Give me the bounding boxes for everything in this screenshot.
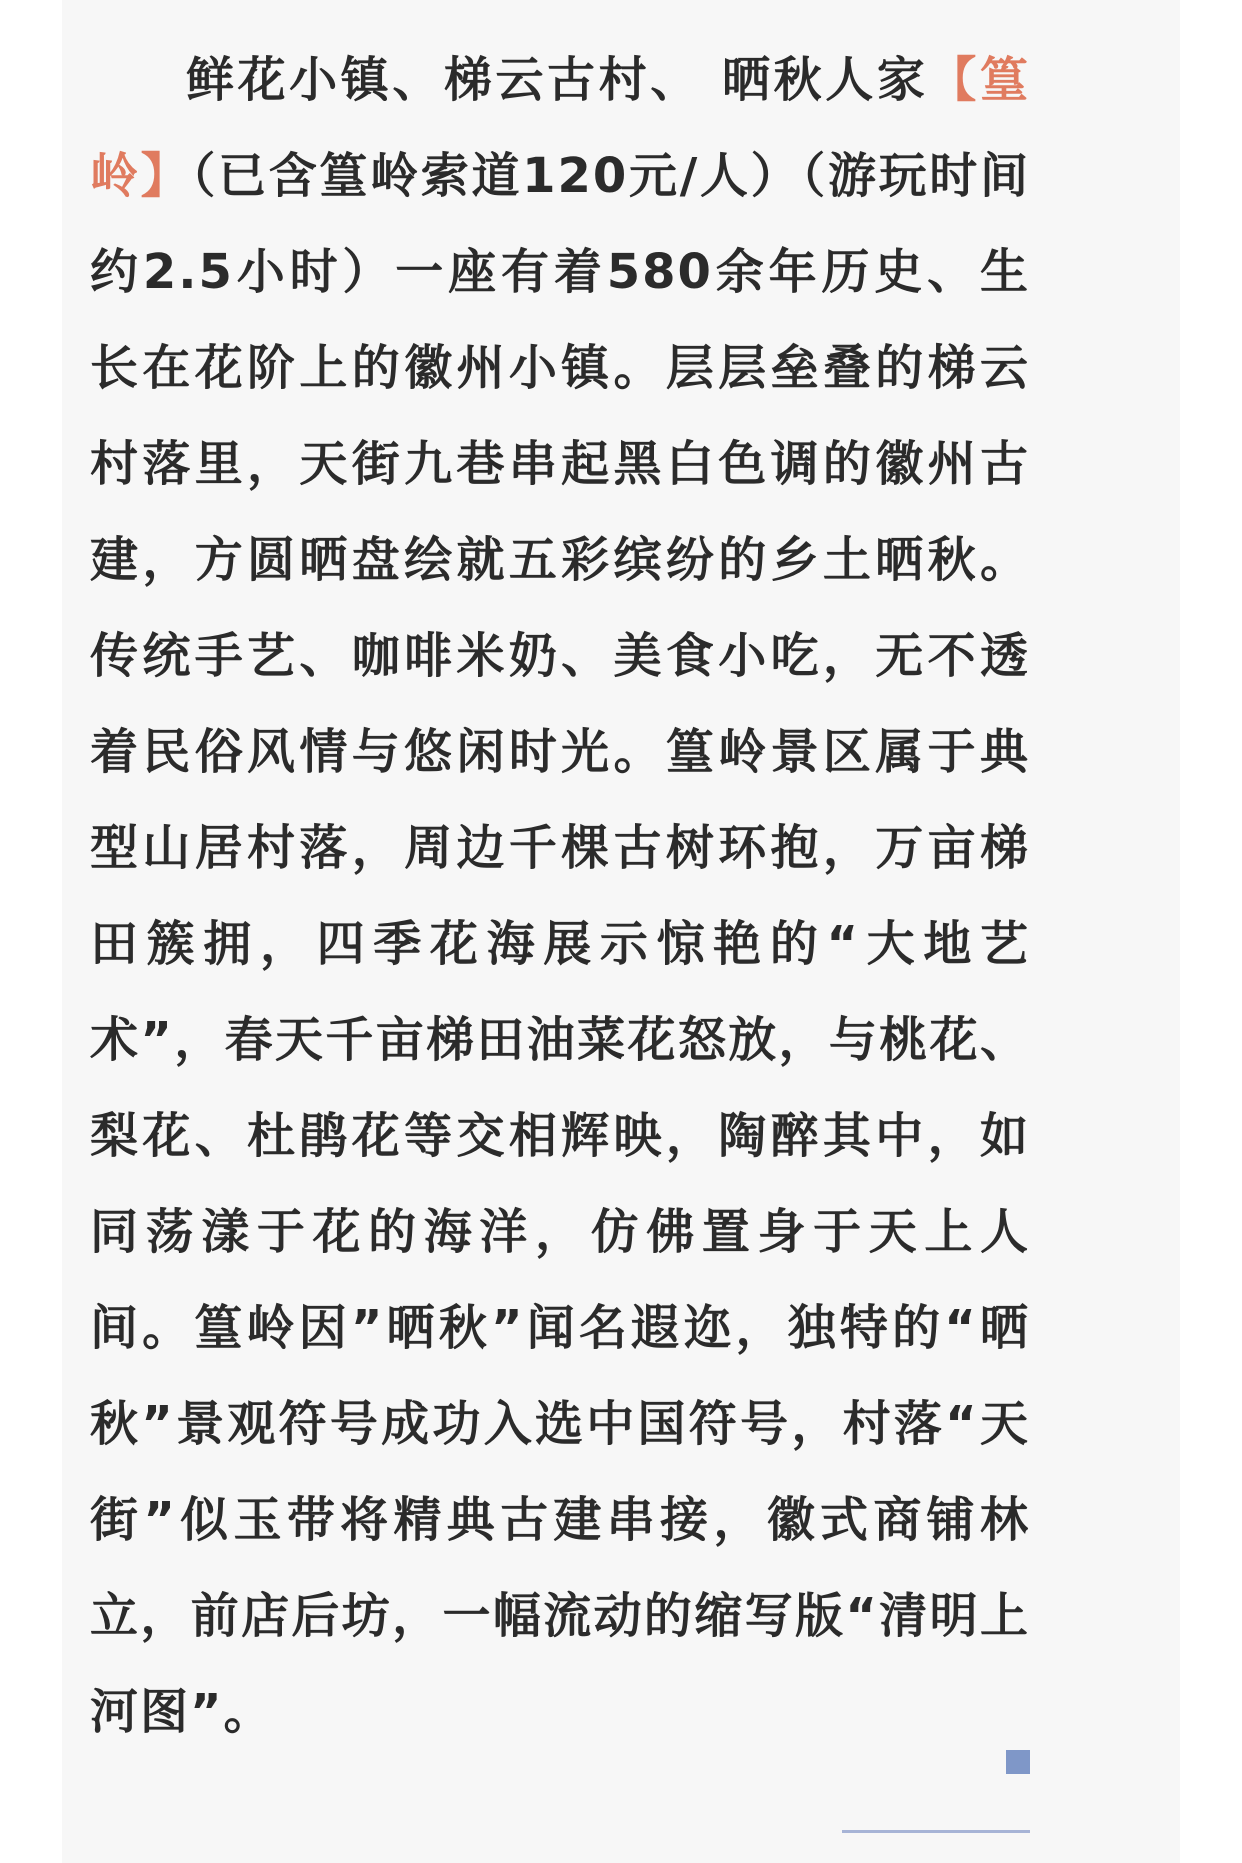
article-intro: 鲜花小镇、梯云古村、 晒秋人家 <box>186 52 929 108</box>
article-paragraph <box>90 32 1030 1760</box>
highlight-title: 【篁岭】 <box>90 52 1030 204</box>
bottom-divider <box>842 1830 1030 1833</box>
decorative-square-icon <box>1006 1750 1030 1774</box>
article-body: （已含篁岭索道120元/人）（游玩时间约2.5小时）一座有着580余年历史、生长在花阶上的徽州小镇。层层垒叠的梯云村落里，天街九巷串起黑白色调的徽州古建，方圆晒盘绘就五彩缤纷的乡土晒秋。传统手艺、咖啡米奶、美食小吃，无不透着民俗风情与悠闲时光。篁岭景区属于典型山居村落，周边千棵古树环抱，万亩梯田簇拥，四季花海展示惊艳的“大地艺术”，春天千亩梯田油菜花怒放，与桃花、梨花、杜鹃花等交相辉映，陶醉其中，如同荡漾于花的海洋，仿佛置身于天上人间。篁岭因”晒秋”闻名遐迩，独特的“晒秋”景观符号成功入选中国符号，村落“天街”似玉带将精典古建串接，徽式商铺林立，前店后坊，一幅流动的缩写版“清明上河图”。 <box>90 148 1030 1740</box>
